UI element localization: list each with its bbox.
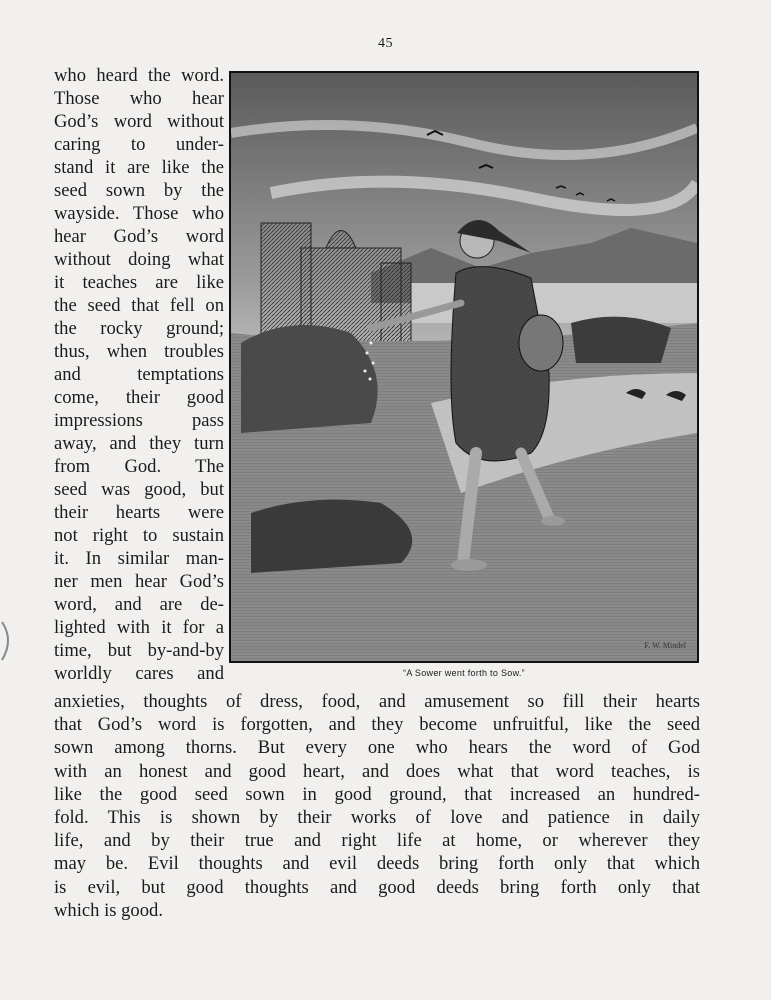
text-line: sown among thorns. But every one who hears the word of God <box>54 737 700 759</box>
wrapped-text-column <box>54 64 224 685</box>
binding-mark <box>0 620 16 662</box>
text-line: who heard the word. <box>54 65 224 86</box>
text-line: may be. Evil thoughts and evil deeds bring forth only that which <box>54 853 700 875</box>
engraving-image <box>231 73 697 661</box>
text-line: with an honest and good heart, and does what that word teaches, is <box>54 760 700 782</box>
text-line: God’s word without <box>54 111 224 132</box>
text-line: which is good. <box>54 899 163 921</box>
text-line: that God’s word is forgotten, and they become unfruitful, like the seed <box>54 714 700 736</box>
text-line: and temptations <box>54 364 224 385</box>
text-line: is evil, but good thoughts and good deeds bring forth only that <box>54 876 700 898</box>
text-line: ner men hear God’s <box>54 571 224 592</box>
engraver-signature: F. W. Mindel <box>644 641 686 650</box>
text-line: hear God’s word <box>54 226 224 247</box>
text-line: like the good seed sown in good ground, that increased an hundred- <box>54 783 700 805</box>
full-width-text <box>54 690 700 922</box>
text-line: lighted with it for a <box>54 617 224 638</box>
text-line: the rocky ground; <box>54 318 224 339</box>
text-line: away, and they turn <box>54 433 224 454</box>
text-line: impressions pass <box>54 410 224 431</box>
text-line: worldly cares and <box>54 663 224 684</box>
text-line: without doing what <box>54 249 224 270</box>
text-line: Those who hear <box>54 88 224 109</box>
text-line: from God. The <box>54 456 224 477</box>
text-line: word, and are de- <box>54 594 224 615</box>
text-line: time, but by-and-by <box>54 640 224 661</box>
text-line: seed was good, but <box>54 479 224 500</box>
page-number: 45 <box>378 36 393 51</box>
text-line: the seed that fell on <box>54 295 224 316</box>
sower-illustration <box>229 71 699 663</box>
text-line: wayside. Those who <box>54 203 224 224</box>
text-line: fold. This is shown by their works of love and patience in daily <box>54 806 700 828</box>
text-line: it teaches are like <box>54 272 224 293</box>
text-line: seed sown by the <box>54 180 224 201</box>
text-line: life, and by their true and right life at home, or wherever they <box>54 830 700 852</box>
text-line: it. In similar man- <box>54 548 224 569</box>
text-line: stand it are like the <box>54 157 224 178</box>
text-line: come, their good <box>54 387 224 408</box>
text-line: not right to sustain <box>54 525 224 546</box>
text-line: anxieties, thoughts of dress, food, and amusement so fill their hearts <box>54 691 700 712</box>
text-line: thus, when troubles <box>54 341 224 362</box>
text-line: caring to under- <box>54 134 224 155</box>
text-line: their hearts were <box>54 502 224 523</box>
figure-caption: “A Sower went forth to Sow.” <box>403 668 525 678</box>
